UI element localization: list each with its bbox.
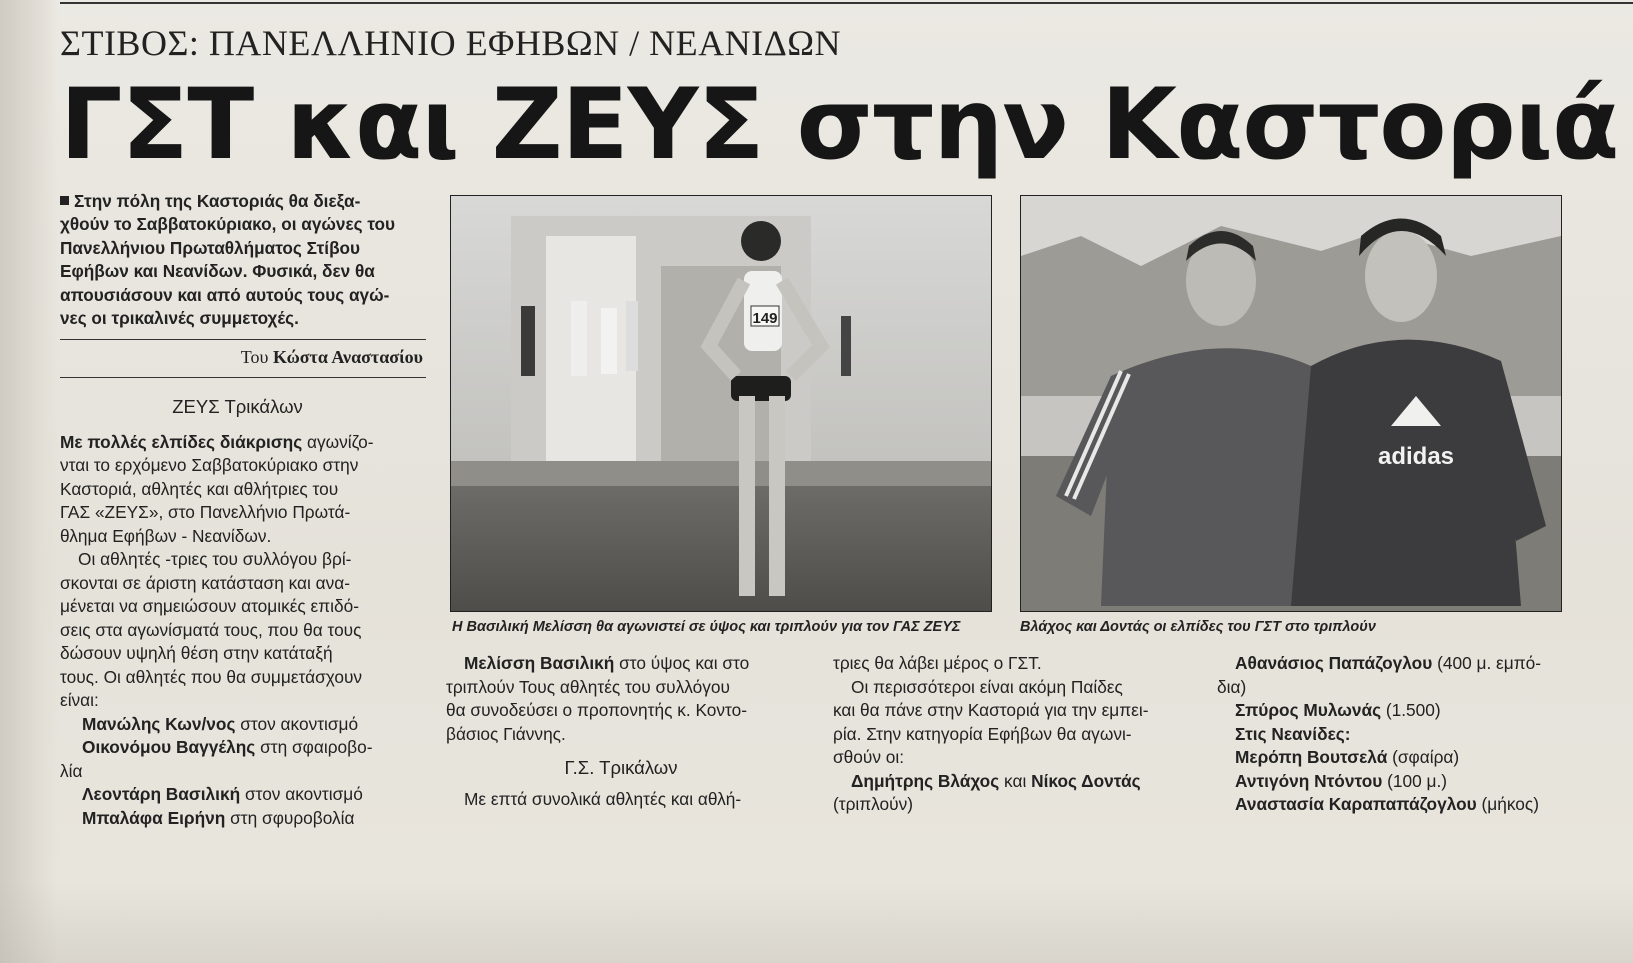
text-line: σθούν οι: <box>833 747 905 767</box>
page-fold-shadow <box>0 0 58 963</box>
athlete-line: Μερόπη Βουτσελά (σφαίρα) <box>1235 747 1460 767</box>
photo-athlete-image <box>451 196 991 611</box>
column-melissi <box>446 652 796 811</box>
text-line: νται το ερχόμενο Σαββατοκύριακο στην <box>60 455 359 475</box>
caption-right-photo: Βλάχος και Δοντάς οι ελπίδες του ΓΣΤ στο τριπλούν <box>1020 619 1376 635</box>
text-line: βάσιος Γιάννης. <box>446 723 566 744</box>
byline-rule-bottom <box>60 377 426 378</box>
lead-line: απουσιάσουν και από αυτούς τους αγώ- <box>60 284 390 305</box>
lead-line: Στην πόλη της Καστοριάς θα διεξα- <box>60 190 430 213</box>
text-line: Καστοριά, αθλητές και αθλήτριες του <box>60 478 339 499</box>
text-line: θλημα Εφήβων - Νεανίδων. <box>60 525 272 546</box>
athlete-line: Δημήτρης Βλάχος και Νίκος Δοντάς <box>851 770 1141 791</box>
text-line: δώσουν υψηλή θέση στην κατάταξή <box>60 643 333 663</box>
lead-paragraph <box>60 190 430 330</box>
top-rule <box>60 2 1633 4</box>
athlete-line-cont: λία <box>60 760 83 781</box>
athlete-line: Μανώλης Κων/νος στον ακοντισμό <box>82 713 359 734</box>
subhead-zeus: ΖΕΥΣ Τρικάλων <box>172 396 303 417</box>
text-line: θα συνοδεύσει ο προπονητής κ. Κοντο- <box>446 700 747 720</box>
column-zeus <box>60 395 415 830</box>
athlete-line: Λεοντάρη Βασιλική στον ακοντισμό <box>82 784 363 804</box>
text-line: σεις στα αγωνίσματά τους, που θα τους <box>60 619 362 640</box>
paragraph: Με πολλές ελπίδες διάκρισης αγωνίζο- <box>60 431 374 452</box>
section-kicker: ΣΤΙΒΟΣ: ΠΑΝΕΛΛΗΝΙΟ ΕΦΗΒΩΝ / ΝΕΑΝΙΔΩΝ <box>60 23 842 63</box>
paragraph: Μελίσση Βασιλική στο ύψος και στο <box>464 653 750 673</box>
text-line: ΓΑΣ «ΖΕΥΣ», στο Πανελλήνιο Πρωτά- <box>60 502 351 522</box>
text-line: τριες θα λάβει μέρος ο ΓΣΤ. <box>833 653 1042 673</box>
headline: ΓΣΤ και ΖΕΥΣ στην Καστοριά <box>60 68 1619 182</box>
photo-athletes-image <box>1021 196 1561 611</box>
text-line: είναι: <box>60 690 99 710</box>
athlete-line: Αθανάσιος Παπάζογλου (400 μ. εμπό- <box>1235 653 1541 673</box>
lead-line: χθούν το Σαββατοκύριακο, οι αγώνες του <box>60 214 396 235</box>
byline-rule-top <box>60 339 426 340</box>
athlete-line: Αντιγόνη Ντόντου (100 μ.) <box>1235 770 1448 791</box>
athlete-line: Μπαλάφα Ειρήνη στη σφυροβολία <box>82 807 355 828</box>
text-line: μένεται να σημειώσουν ατομικές επιδό- <box>60 596 359 616</box>
column-gst <box>833 652 1185 817</box>
athlete-line: Σπύρος Μυλωνάς (1.500) <box>1235 700 1441 720</box>
subhead-gst: Γ.Σ. Τρικάλων <box>564 757 678 778</box>
bib-number: 149 <box>752 310 778 327</box>
girls-heading: Στις Νεανίδες: <box>1235 723 1351 744</box>
athlete-line-cont: δια) <box>1217 676 1247 697</box>
byline: Του Κώστα Αναστασίου <box>240 347 423 367</box>
lead-line: Εφήβων και Νεανίδων. Φυσικά, δεν θα <box>60 261 375 282</box>
text-line: ρία. Στην κατηγορία Εφήβων θα αγωνι- <box>833 723 1132 744</box>
lead-line: νες οι τρικαλινές συμμετοχές. <box>60 308 299 329</box>
photo-athlete-melissi <box>450 195 992 612</box>
column-gst-list <box>1217 652 1577 817</box>
text-line: Οι περισσότεροι είναι ακόμη Παίδες <box>851 676 1123 697</box>
adidas-logo: adidas <box>1377 443 1455 470</box>
photo-vlachos-dontas <box>1020 195 1562 612</box>
athlete-line: Αναστασία Καραπαπάζογλου (μήκος) <box>1235 794 1539 814</box>
lead-line: Πανελλήνιου Πρωταθλήματος Στίβου <box>60 237 361 258</box>
athlete-event: (τριπλούν) <box>833 794 914 814</box>
bullet-square-icon <box>60 196 69 205</box>
text-line: Οι αθλητές -τριες του συλλόγου βρί- <box>78 549 352 569</box>
caption-left-photo: Η Βασιλική Μελίσση θα αγωνιστεί σε ύψος και τριπλούν για τον ΓΑΣ ΖΕΥΣ <box>452 619 961 635</box>
text-line: Με επτά συνολικά αθλητές και αθλή- <box>464 788 742 809</box>
text-line: και θα πάνε στην Καστοριά για την εμπει- <box>833 700 1149 720</box>
page-bottom-fold <box>0 880 1633 963</box>
text-line: τριπλούν Τους αθλητές του συλλόγου <box>446 676 730 697</box>
text-line: τους. Οι αθλητές που θα συμμετάσχουν <box>60 666 363 687</box>
text-line: σκονται σε άριστη κατάσταση και ανα- <box>60 572 351 593</box>
athlete-line: Οικονόμου Βαγγέλης στη σφαιροβο- <box>82 737 373 757</box>
